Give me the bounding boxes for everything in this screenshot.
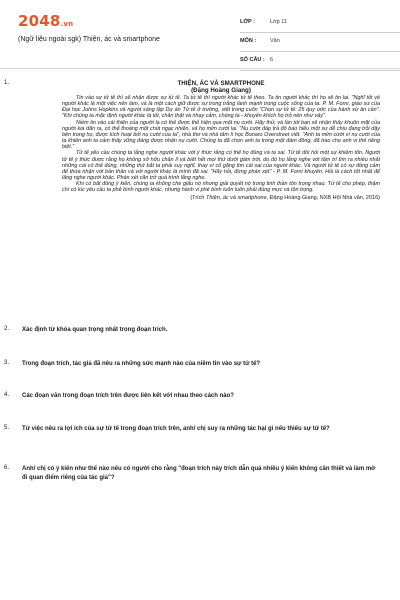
- source-suffix: , Đặng Hoàng Giang, NXB Hội Nhà văn, 2016): [266, 194, 380, 201]
- question-number: 3.: [4, 360, 10, 366]
- question-text: Xác định từ khóa quan trọng nhất trong đoạn trích.: [22, 327, 168, 333]
- logo-text: 2048: [18, 12, 61, 30]
- question-text: Các đoạn văn trong đoạn trích trên được liên kết với nhau theo cách nào?: [22, 393, 234, 399]
- meta-label: MÔN :: [240, 38, 257, 44]
- question-text: Trong đoạn trích, tác giả đã nêu ra những sức mạnh nào của niềm tin vào sự tử tế?: [22, 361, 261, 367]
- question-number: 5.: [4, 425, 10, 431]
- source-prefix: (Trích: [190, 194, 207, 201]
- passage-paragraph: Niềm tin vào cái thiện của người lạ có thể được thể hiện qua một nụ cười. Hãy thử, và lần tới bạn sẽ nhận thấy khuôn mặt của người kia dãn ra, có thể thoáng một chút ngạc nhiên, và họ mỉm cười lại. "Nụ cười đáp trả đó bao hiếu một sự dễ chịu đang trỗi dậy bên trong họ, được kích hoạt bởi nụ cười của ta", nhà thơ và nhà tâm lí học Bonaro Overstreet viết. "Anh ta mỉm cười vì nụ cười của ta khiến anh ta cảm thấy vững đáng được nhận nụ cười. Chúng ta đã chọn anh ta trong một đám đông, đã trao cho anh vị thế riêng biệt.": [62, 119, 380, 151]
- worksheet-header: [18, 10, 388, 70]
- meta-value: Lớp 11: [270, 19, 287, 25]
- question-number: 1.: [4, 80, 10, 86]
- passage-source: [62, 195, 380, 202]
- passage-paragraph: Tin vào sự tử tế thì sẽ nhận được sự tử tế. Ta tử tế thì người khác tử tế theo. Ta tin người khác thì họ sẽ tin lại. "Nghĩ tốt về người khác là một việc nên làm, và là một cách giữ được sự trong trắng lành mạnh trong cuộc sống của ta. P. M. Forni, giáo sư của Đại học Johns Hopkins và người sáng lập Dự án Tử tế ở trường, viết trong cuốn "Chọn sự tử tế: 25 quy ước của hành xử ân cần". "Khi chúng ta mặc định người khác là tốt, chân thật và nhạy cảm, chúng ta - khuyến khích họ trở nên như vậy".: [62, 95, 380, 120]
- worksheet-subtitle: (Ngữ liệu ngoài sgk) Thiện, ác và smartphone: [18, 36, 160, 43]
- question-6: [4, 465, 380, 482]
- passage-author: (Đặng Hoàng Giang): [191, 87, 251, 94]
- question-3: [4, 360, 380, 369]
- question-number: 2.: [4, 326, 10, 332]
- meta-label: SỐ CÂU :: [240, 57, 265, 63]
- passage-title: THIỆN, ÁC VÀ SMARTPHONE: [177, 80, 265, 87]
- source-book-title: Thiện, ác và smartphone: [206, 194, 267, 201]
- meta-value: 6: [270, 57, 274, 63]
- meta-row-subject: [240, 35, 400, 52]
- passage: [62, 80, 380, 202]
- worksheet-meta: [240, 16, 400, 73]
- meta-label: LỚP :: [240, 19, 255, 25]
- question-number: 4.: [4, 392, 10, 398]
- passage-paragraph: Khi có bất đồng ý kiến, chúng ta không che giấu nó nhưng giải quyết nó trong tinh thần tôn trọng nhau. Tử tế cho phép, thậm chí có lúc yêu cầu ta phê bình người khác, nhưng hành vi phê bình luôn luôn phải đúng mực và tôn trọng.: [62, 181, 380, 194]
- header-divider: [0, 68, 400, 69]
- question-4: [4, 392, 380, 401]
- meta-row-class: [240, 16, 400, 33]
- question-5: [4, 425, 380, 434]
- question-2: [4, 326, 380, 335]
- meta-value: Văn: [270, 38, 280, 44]
- site-logo[interactable]: [18, 12, 73, 30]
- question-text: Anh/ chị có ý kiến như thế nào nếu có người cho rằng "đoạn trích này trích dẫn quá nhiều ý kiến không cần thiết và làm mờ đi quan điểm riêng của tác giả"?: [22, 466, 376, 481]
- question-text: Từ việc nêu ra lợi ích của sự tử tế trong đoạn trích trên, anh/ chị suy ra những tác hại gì nếu thiếu sự tử tế?: [22, 426, 330, 432]
- question-number: 6.: [4, 465, 10, 471]
- passage-paragraph: Tử tế yêu cầu chúng ta lắng nghe người khác với ý thức rằng có thể họ đúng và ta sai. Tử tế đòi hỏi một sự khiêm tốn. Người tử tế ý thức được rằng họ không sở hữu chân lí và biết hết mọi thứ dưới gầm trời, do đó họ lắng nghe với tâm trí tìm ra nhiều nhất những cái có thể đúng, những thứ bắt ta phải suy nghĩ, thay vì cố găng tìm cái sai của người khác. Và người tử tế có sự đồng cảm để thừa nhận với bản thân và với người khác là mình đã sai. "Hãy hỏi, đừng phán xét" - P. M. Forni khuyên. Hỏi là cách tốt nhất để lắng nghe người khác. Phán xét căn trở quá trình lắng nghe.: [62, 150, 380, 182]
- logo-suffix: .vn: [60, 20, 74, 28]
- question-1: [4, 80, 380, 202]
